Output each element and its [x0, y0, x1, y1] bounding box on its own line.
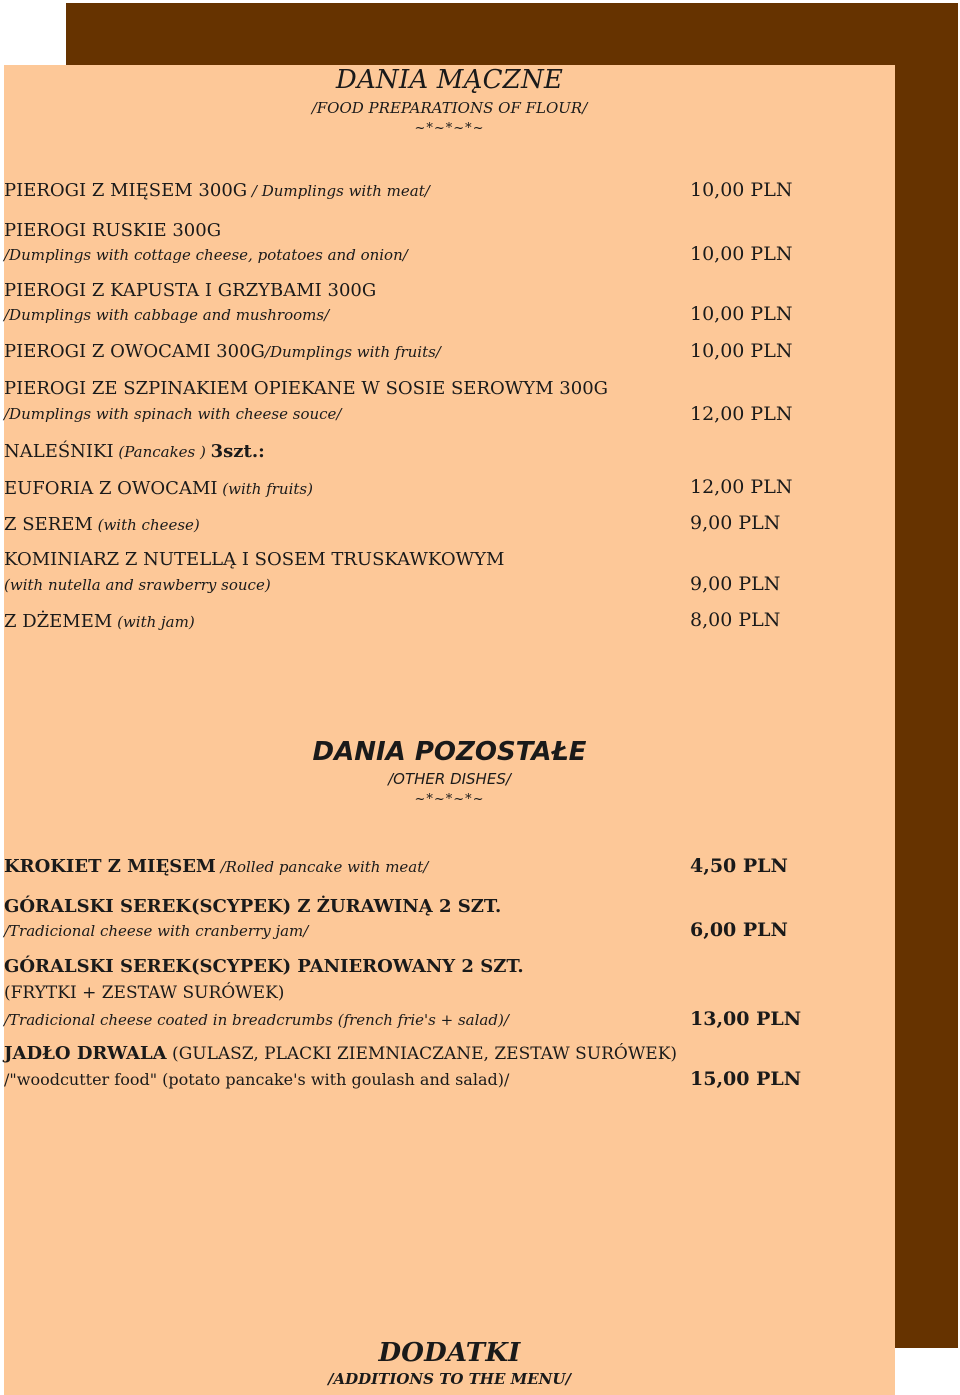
menu-item-krokiet: [4, 856, 428, 877]
item-name: Z SEREM: [4, 514, 93, 535]
item-desc: (with jam): [112, 613, 195, 631]
item-extra-panierowany: (FRYTKI + ZESTAW SURÓWEK): [4, 983, 285, 1003]
item-desc: (with fruits): [217, 480, 313, 498]
item-desc: (with cheese): [92, 516, 200, 534]
item-name: PIEROGI Z OWOCAMI 300G: [4, 341, 265, 362]
item-price-dzemem: 8,00 PLN: [690, 609, 781, 631]
menu-item-serem: [4, 514, 200, 535]
section-decoration-other: ~*~*~*~: [414, 792, 485, 807]
item-desc: /Rolled pancake with meat/: [215, 858, 429, 876]
item-desc-drwala: /"woodcutter food" (potato pancake's with goulash and salad)/: [4, 1070, 510, 1089]
item-price: 10,00 PLN: [690, 179, 793, 201]
item-qty: 3szt.:: [210, 441, 265, 462]
item-price-serem: 9,00 PLN: [690, 512, 781, 534]
item-desc-kominiarz: (with nutella and srawberry souce): [4, 576, 271, 594]
item-price-cabbage: 10,00 PLN: [690, 303, 793, 325]
item-name-cabbage: PIEROGI Z KAPUSTA I GRZYBAMI 300G: [4, 280, 377, 301]
section-subtitle-flour: /FOOD PREPARATIONS OF FLOUR/: [311, 99, 588, 117]
menu-card: [4, 65, 895, 1395]
pancakes-header: [4, 441, 265, 462]
item-desc-spinach: /Dumplings with spinach with cheese souce/: [4, 405, 342, 423]
section-subtitle-other: /OTHER DISHES/: [388, 770, 511, 788]
item-name: Z DŻEMEM: [4, 611, 113, 632]
item-desc: / Dumplings with meat/: [247, 182, 430, 200]
section-title-additions: DODATKI: [378, 1338, 521, 1368]
item-desc-cabbage: /Dumplings with cabbage and mushrooms/: [4, 306, 330, 324]
menu-item-meat: [4, 180, 430, 201]
item-price-kominiarz: 9,00 PLN: [690, 573, 781, 595]
item-name-ruskie: PIEROGI RUSKIE 300G: [4, 220, 222, 241]
section-subtitle-additions: /ADDITIONS TO THE MENU/: [328, 1370, 571, 1388]
item-price-drwala: 15,00 PLN: [690, 1068, 802, 1090]
item-extra: (GULASZ, PLACKI ZIEMNIACZANE, ZESTAW SURÓWEK): [166, 1044, 678, 1064]
item-name-kominiarz: KOMINIARZ Z NUTELLĄ I SOSEM TRUSKAWKOWYM: [4, 549, 505, 570]
item-price-fruits: 10,00 PLN: [690, 340, 793, 362]
item-price-euforia: 12,00 PLN: [690, 476, 793, 498]
item-name: KROKIET Z MIĘSEM: [4, 856, 216, 877]
menu-item-euforia: [4, 478, 313, 499]
section-decoration-flour: ~*~*~*~: [414, 121, 485, 136]
item-desc: /Dumplings with fruits/: [264, 343, 441, 361]
item-desc-ruskie: /Dumplings with cottage cheese, potatoes and onion/: [4, 246, 408, 264]
section-title-other: DANIA POZOSTAŁE: [312, 737, 587, 767]
item-price-krokiet: 4,50 PLN: [690, 855, 788, 877]
item-price-panierowany: 13,00 PLN: [690, 1008, 802, 1030]
item-name: PIEROGI Z MIĘSEM 300G: [4, 180, 248, 201]
item-name: EUFORIA Z OWOCAMI: [4, 478, 218, 499]
item-name-panierowany: GÓRALSKI SEREK(SCYPEK) PANIEROWANY 2 SZT.: [4, 956, 524, 977]
menu-item-dzemem: [4, 611, 195, 632]
item-name-spinach: PIEROGI ZE SZPINAKIEM OPIEKANE W SOSIE SEROWYM 300G: [4, 378, 609, 399]
item-desc-serek: /Tradicional cheese with cranberry jam/: [4, 922, 309, 940]
item-name-serek: GÓRALSKI SEREK(SCYPEK) Z ŻURAWINĄ 2 SZT.: [4, 896, 502, 917]
item-name: NALEŚNIKI: [4, 441, 114, 462]
item-name: JADŁO DRWALA: [4, 1043, 167, 1064]
item-price-spinach: 12,00 PLN: [690, 403, 793, 425]
menu-item-drwala: [4, 1043, 677, 1064]
item-price-ruskie: 10,00 PLN: [690, 243, 793, 265]
item-price-serek: 6,00 PLN: [690, 919, 788, 941]
section-title-flour: DANIA MĄCZNE: [335, 65, 564, 95]
menu-item-fruits: [4, 341, 441, 362]
item-desc-panierowany: /Tradicional cheese coated in breadcrumbs (french frie's + salad)/: [4, 1011, 509, 1029]
item-desc: (Pancakes ): [113, 443, 211, 461]
